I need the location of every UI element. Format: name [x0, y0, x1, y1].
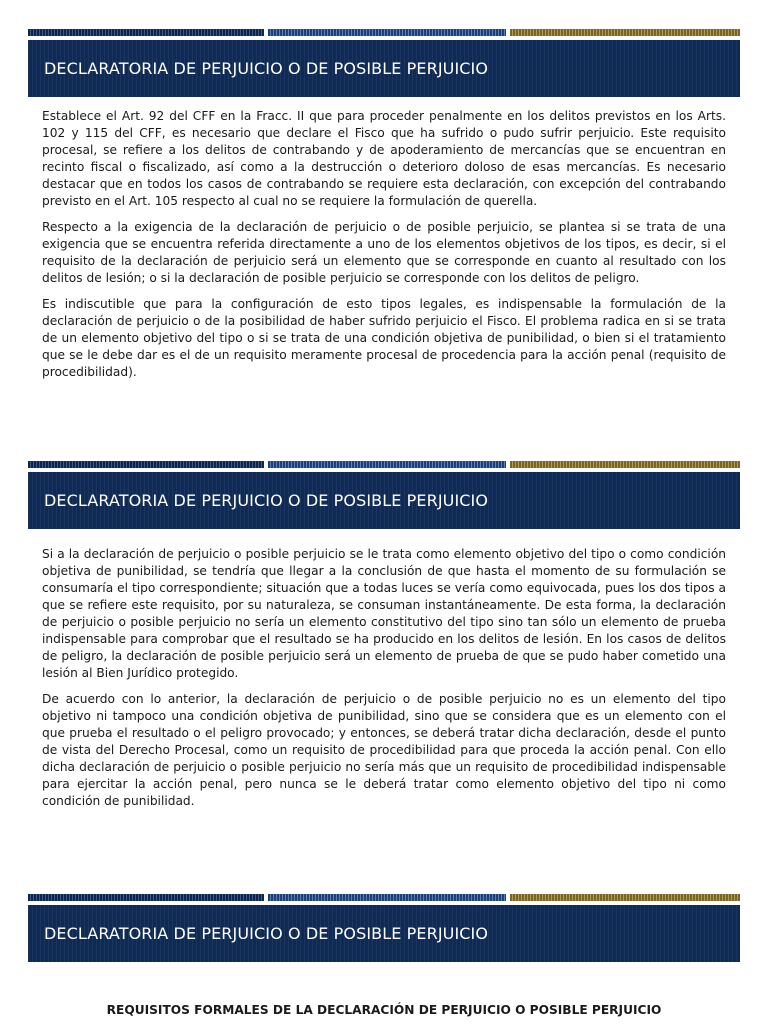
slide-title: [28, 40, 740, 97]
decorative-stripes: [28, 29, 740, 36]
slide-body: [42, 546, 726, 819]
slide-title: [28, 905, 740, 962]
slide-body: [42, 108, 726, 390]
slide-title-text: DECLARATORIA DE PERJUICIO O DE POSIBLE PERJUICIO: [44, 59, 489, 78]
paragraph: Establece el Art. 92 del CFF en la Fracc. II que para proceder penalmente en los delitos previstos en los Arts. 102 y 115 del CFF, es necesario que declare el Fisco que ha sufrido o pudo sufrir perjuicio. Este requisito procesal, se refiere a los delitos de contrabando y de apoderamiento de mercancías que se encuentran en recinto fiscal o fiscalizado, así como a la destrucción o deterioro doloso de esas mercancías. Es necesario destacar que en todos los casos de contrabando se requiere esta declaración, con excepción del contrabando previsto en el Art. 105 respecto al cual no se requiere la formulación de querella.: [42, 109, 726, 208]
slide-title-text: DECLARATORIA DE PERJUICIO O DE POSIBLE PERJUICIO: [44, 924, 489, 943]
paragraph: De acuerdo con lo anterior, la declaración de perjuicio o de posible perjuicio no es un elemento del tipo objetivo ni tampoco una condición objetiva de punibilidad, sino que se considera que es un elemento con el que prueba el resultado o el peligro provocado; y entonces, se deberá tratar dicha declaración, desde el punto de vista del Derecho Procesal, como un requisito de procedibilidad para que proceda la acción penal. Con ello dicha declaración de perjuicio o posible perjuicio no sería más que un requisito de procedibilidad indispensable para ejercitar la acción penal, pero nunca se le deberá tratar como elemento objetivo del tipo ni como condición de punibilidad.: [42, 692, 726, 808]
slide-title: [28, 472, 740, 529]
paragraph: Respecto a la exigencia de la declaración de perjuicio o de posible perjuicio, se plantea si se trata de una exigencia que se encuentra referida directamente a uno de los elementos objetivos de los tipos, es decir, si el requisito de la declaración de perjuicio será un elemento que se corresponde en cuanto al resultado con los delitos de lesión; o si la declaración de posible perjuicio se corresponde con los delitos de peligro.: [42, 220, 726, 285]
section-heading: REQUISITOS FORMALES DE LA DECLARACIÓN DE PERJUICIO O POSIBLE PERJUICIO: [106, 1003, 662, 1017]
paragraph: Si a la declaración de perjuicio o posible perjuicio se le trata como elemento objetivo del tipo o como condición objetiva de punibilidad, se tendría que llegar a la conclusión de que hasta el momento de su formulación se consumaría el tipo correspondiente; situación que a todas luces se vería como equivocada, pues los dos tipos a que se refiere este requisito, por su naturaleza, se consuman instantáneamente. De esta forma, la declaración de perjuicio o posible perjuicio no sería un elemento constitutivo del tipo sino tan sólo un elemento de prueba indispensable para comprobar que el resultado se ha producido en los delitos de lesión. En los casos de delitos de peligro, la declaración de posible perjuicio será un elemento de prueba de que se pudo haber cometido una lesión al Bien Jurídico protegido.: [42, 547, 726, 680]
paragraph: Es indiscutible que para la configuración de esto tipos legales, es indispensable la formulación de la declaración de perjuicio o de la posibilidad de haber sufrido perjuicio el Fisco. El problema radica en si se trata de un elemento objetivo del tipo o si se trata de una condición objetiva de punibilidad, o bien si el tratamiento que se le debe dar es el de un requisito meramente procesal de procedencia para la acción penal (requisito de procedibilidad).: [42, 297, 726, 379]
slide-title-text: DECLARATORIA DE PERJUICIO O DE POSIBLE PERJUICIO: [44, 491, 489, 510]
decorative-stripes: [28, 894, 740, 901]
decorative-stripes: [28, 461, 740, 468]
